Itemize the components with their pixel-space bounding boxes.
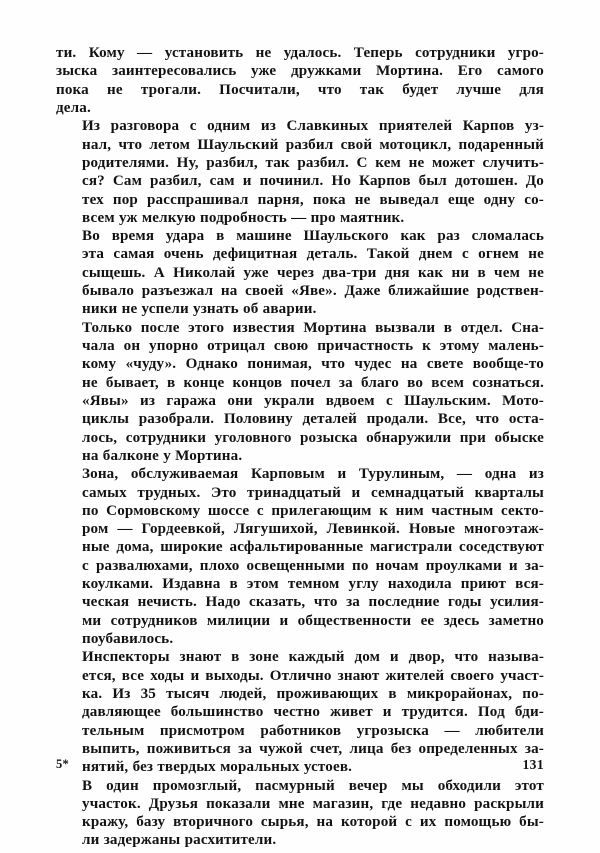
text-line: ческая нечисть. Надо сказать, что за последние годы усилия- — [82, 594, 544, 611]
paragraph — [56, 777, 544, 850]
text-line: Зона, обслуживаемая Карповым и Турулиным, — одна из — [82, 466, 544, 483]
text-line: на балконе у Мортина. — [82, 447, 243, 464]
paragraph — [56, 117, 544, 227]
text-line: выпить, поживиться за чужой счет, лица без определенных за- — [82, 740, 544, 757]
text-line: родителями. Ну, разбил, так разбил. С кем не может случить- — [82, 154, 544, 171]
text-line: поубавилось. — [82, 631, 174, 647]
paragraph — [56, 319, 544, 466]
text-line: ми сотрудников милиции и общественности ее здесь заметно — [82, 612, 544, 629]
text-line: не бывает, в конце концов почел за благо во всем сознаться. — [82, 374, 544, 391]
text-line: ли задержаны расхитители. — [82, 832, 277, 849]
text-line: ся? Сам разбил, сам и починил. Но Карпов был дотошен. До — [82, 173, 544, 190]
text-line: коулками. Издавна в этом темном углу находила приют вся- — [82, 576, 544, 593]
body-text-column — [56, 44, 544, 850]
text-line: кому «чуду». Однако понимая, что чудес на свете вообще-то — [82, 356, 544, 373]
text-line: всем уж мелкую подробность — про маятник. — [82, 209, 405, 226]
text-line: В один промозглый, пасмурный вечер мы обходили этот — [82, 777, 544, 794]
text-line: чала он упорно отрицал свою причастность к этому малень- — [82, 338, 544, 354]
text-line: циклы разобрали. Половину деталей продали. Все, что оста- — [82, 411, 544, 428]
paragraph — [56, 465, 544, 648]
text-line: «Явы» из гаража они украли вдвоем с Шаульским. Мото- — [82, 392, 544, 409]
page-number: 131 — [522, 757, 544, 772]
text-line: Из разговора с одним из Славкиных приятелей Карпов уз- — [82, 118, 544, 135]
text-line: сыщешь. А Николай уже через два-три дня как ни в чем не — [82, 264, 544, 281]
text-line: нал, что летом Шаульский разбил свой мотоцикл, подаренный — [82, 136, 544, 153]
text-line: нятий, без твердых моральных устоев. — [82, 759, 353, 776]
text-line: тех пор расспрашивал парня, пока не выведал еще одну со- — [82, 191, 544, 208]
text-line: ти. Кому — установить не удалось. Теперь сотрудники угро- — [56, 45, 544, 61]
text-line: ники не успели узнать об аварии. — [82, 301, 317, 318]
text-line: ется, все ходы и выходы. Отлично знают жителей своего участ- — [82, 667, 544, 684]
text-line: кражу, базу вторичного сырья, на которой с их помощью бы- — [82, 814, 544, 831]
text-line: дела. — [56, 99, 91, 116]
text-line: тельным присмотром работников угрозыска — любители — [82, 722, 544, 739]
text-line: с развалюхами, плохо освещенными по ночам проулками и за- — [82, 557, 544, 574]
text-line: давляющее большинство честно живет и трудится. Под бди- — [82, 704, 544, 721]
text-line: ные дома, широкие асфальтированные магистрали соседствуют — [82, 539, 544, 556]
text-line: эта самая очень дефицитная деталь. Такой днем с огнем не — [82, 246, 544, 263]
text-line: Инспекторы знают в зоне каждый дом и двор, что называ- — [82, 649, 544, 666]
text-line: лось, сотрудники уголовного розыска обнаружили при обыске — [82, 429, 544, 446]
text-line: участок. Друзья показали мне магазин, где недавно раскрыли — [82, 795, 544, 812]
paragraph — [56, 227, 544, 319]
text-line: по Сормовскому шоссе с прилегающим к ним частным секто- — [82, 502, 544, 519]
text-line: зыска заинтересовались уже дружками Мортина. Его самого — [56, 63, 544, 80]
text-line: ром — Гордеевкой, Лягушихой, Левинкой. Новые многоэтаж- — [82, 521, 544, 538]
text-line: Во время удара в машине Шаульского как раз сломалась — [82, 228, 544, 245]
text-line: бывало разъезжал на своей «Яве». Даже ближайшие родствен- — [82, 283, 544, 300]
paragraph — [56, 44, 544, 117]
text-line: самых трудных. Это тринадцатый и семнадцатый кварталы — [82, 484, 544, 501]
page-footer — [56, 757, 544, 777]
text-line: Только после этого известия Мортина вызвали в отдел. Сна- — [82, 319, 544, 336]
signature-mark: 5* — [56, 757, 69, 771]
text-line: ка. Из 35 тысяч людей, проживающих в микрорайонах, по- — [82, 685, 544, 702]
text-line: пока не трогали. Посчитали, что так будет лучше для — [56, 81, 544, 98]
